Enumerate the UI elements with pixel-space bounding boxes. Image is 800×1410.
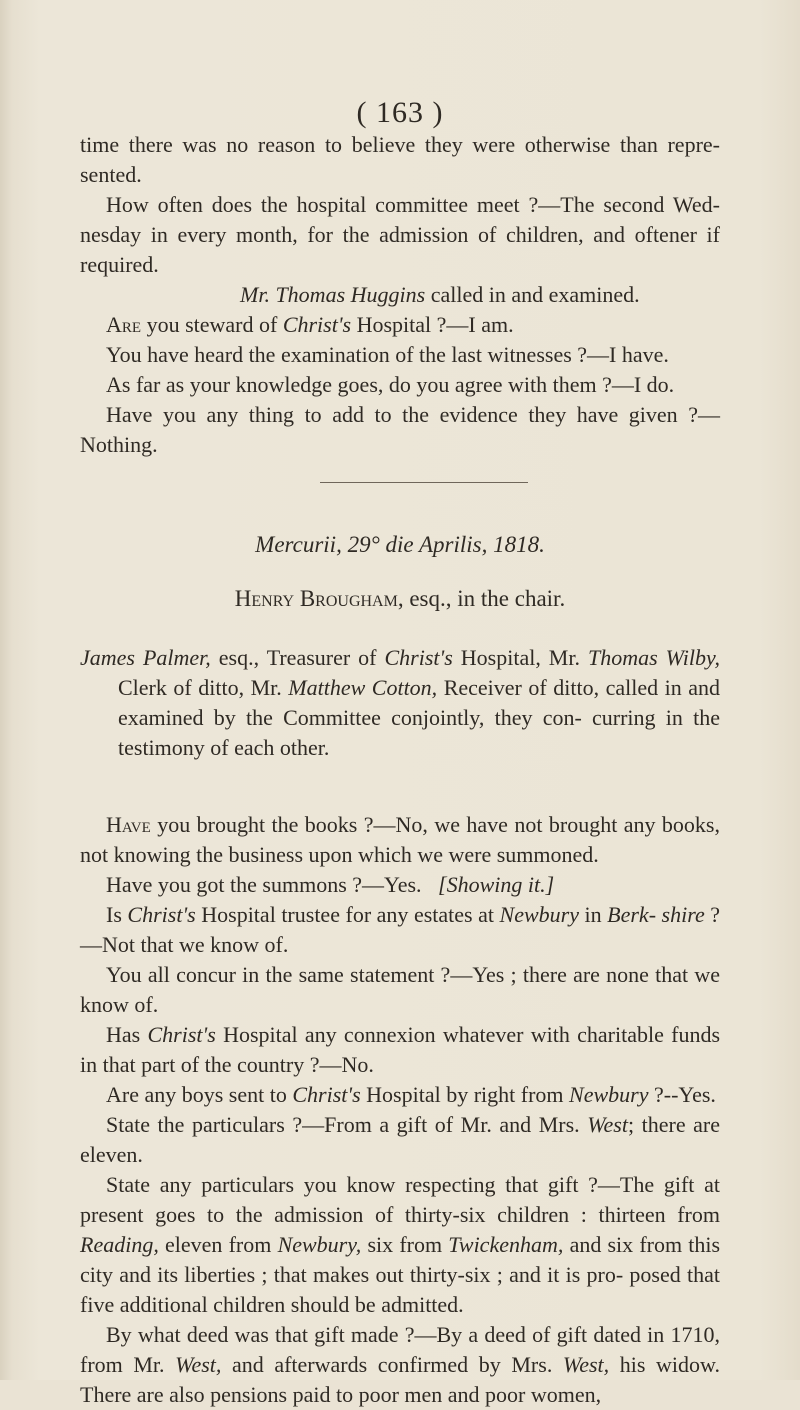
qa-gift — [80, 1170, 720, 1320]
italic-run: Reading, — [80, 1232, 159, 1257]
date-line — [80, 530, 720, 560]
qa-books — [80, 810, 720, 870]
qa-concur: You all concur in the same statement ?—Yes ; there are none that we know of. — [80, 962, 720, 1017]
text-run: Is — [106, 902, 122, 927]
qa-boys — [80, 1080, 720, 1110]
qa-connexion — [80, 1020, 720, 1080]
italic-run: West, — [175, 1352, 222, 1377]
qa-particulars — [80, 1110, 720, 1170]
text-run: Hospital any connexion whatever with charitable funds in that part of the country ?—No. — [80, 1022, 721, 1077]
text-run: By what deed was that gift made ?—By a deed of gift dated in 1710, from Mr. — [80, 1322, 720, 1377]
qa-trustee — [80, 900, 720, 960]
question-agree: As far as your knowledge goes, do you agree with them ?—I do. — [106, 372, 675, 397]
italic-run: Christ's — [292, 1082, 361, 1107]
italic-run: Berk- shire — [607, 902, 705, 927]
text-run: and six from this city and its liberties ; that makes out thirty-six ; and it is pro- posed that five additional children should be admitted. — [80, 1232, 721, 1317]
qa-section — [80, 810, 720, 1410]
italic-run: Thomas Wilby, — [587, 645, 721, 670]
italic-run: Christ's — [147, 1022, 216, 1047]
text-run: ?--Yes. — [653, 1082, 716, 1107]
italic-run: James Palmer, — [80, 645, 211, 670]
text-run: Are any boys sent to — [106, 1082, 287, 1107]
text-run: eleven from — [165, 1232, 272, 1257]
text-run: State the particulars ?—From a gift of Mr. and Mrs. — [106, 1112, 580, 1137]
text-run: ; there are eleven. — [80, 1112, 721, 1167]
witness-called-line — [80, 280, 720, 310]
question-add: Have you any thing to add to the evidence they have given ?— Nothing. — [80, 402, 720, 457]
text-run: esq., Treasurer of — [218, 645, 377, 670]
italic-run: Newbury — [569, 1082, 649, 1107]
text-run: Have you got the summons ?—Yes. — [106, 872, 422, 897]
text-run: his widow. There are also pensions paid to poor men and poor women, — [80, 1352, 720, 1407]
witness-intro-paragraph — [80, 643, 720, 763]
text-run: you brought the books ?—No, we have not brought any books, not knowing the business upon which we were summoned. — [80, 812, 720, 867]
italic-run: Newbury — [499, 902, 579, 927]
italic-run: Twickenham, — [448, 1232, 564, 1257]
text-run: Hospital trustee for any estates at — [201, 902, 494, 927]
text-run: Clerk of ditto, Mr. — [118, 675, 282, 700]
top-section — [80, 130, 720, 460]
section-divider — [320, 482, 528, 483]
page-number: ( 163 ) — [356, 96, 444, 129]
qa-summons — [80, 870, 720, 900]
initial-word: Are — [106, 312, 142, 337]
witness-called-text: called in and examined. — [430, 282, 640, 307]
text-run: six from — [367, 1232, 443, 1257]
italic-run: Christ's — [282, 312, 352, 337]
text-run: State any particulars you know respecting that gift ?—The gift at present goes to the admission of thirty-six children : thirteen from — [80, 1172, 720, 1227]
witness-intro — [80, 643, 720, 763]
text-run: Has — [106, 1022, 141, 1047]
text-run: and afterwards confirmed by Mrs. — [231, 1352, 553, 1377]
question-witnesses: You have heard the examination of the last witnesses ?—I have. — [106, 342, 669, 367]
italic-run: [Showing it.] — [438, 872, 555, 897]
text-run: you steward of — [146, 312, 278, 337]
italic-run: West — [587, 1112, 628, 1137]
text-run: Receiver of ditto, called in and examined by the Committee conjointly, they con- curring in the testimony of each other. — [118, 675, 721, 760]
text-run: Hospital by right from — [366, 1082, 564, 1107]
text-run: in — [584, 902, 602, 927]
text-run: ?—Not that we know of. — [80, 902, 721, 957]
qa-deed — [80, 1320, 720, 1410]
paragraph-continuation: time there was no reason to believe they were otherwise than repre- sented. — [80, 132, 720, 187]
text-run: Hospital, Mr. — [460, 645, 580, 670]
paragraph-committee-question: How often does the hospital committee meet ?—The second Wed- nesday in every month, for the admission of children, and oftener if required. — [80, 192, 720, 277]
initial-word: Have — [106, 812, 151, 837]
chair-line — [80, 584, 720, 614]
italic-run: West, — [562, 1352, 610, 1377]
italic-run: Christ's — [384, 645, 453, 670]
chair-text: esq., in the chair. — [409, 586, 566, 611]
witness-name: Mr. Thomas Huggins — [240, 282, 426, 307]
date-text: Mercurii, 29° die Aprilis, 1818. — [255, 532, 545, 557]
text-run: Hospital ?—I am. — [356, 312, 514, 337]
italic-run: Christ's — [127, 902, 196, 927]
question-steward — [80, 310, 720, 340]
italic-run: Matthew Cotton, — [288, 675, 438, 700]
italic-run: Newbury, — [277, 1232, 362, 1257]
chair-name: Henry Brougham, — [234, 586, 404, 611]
